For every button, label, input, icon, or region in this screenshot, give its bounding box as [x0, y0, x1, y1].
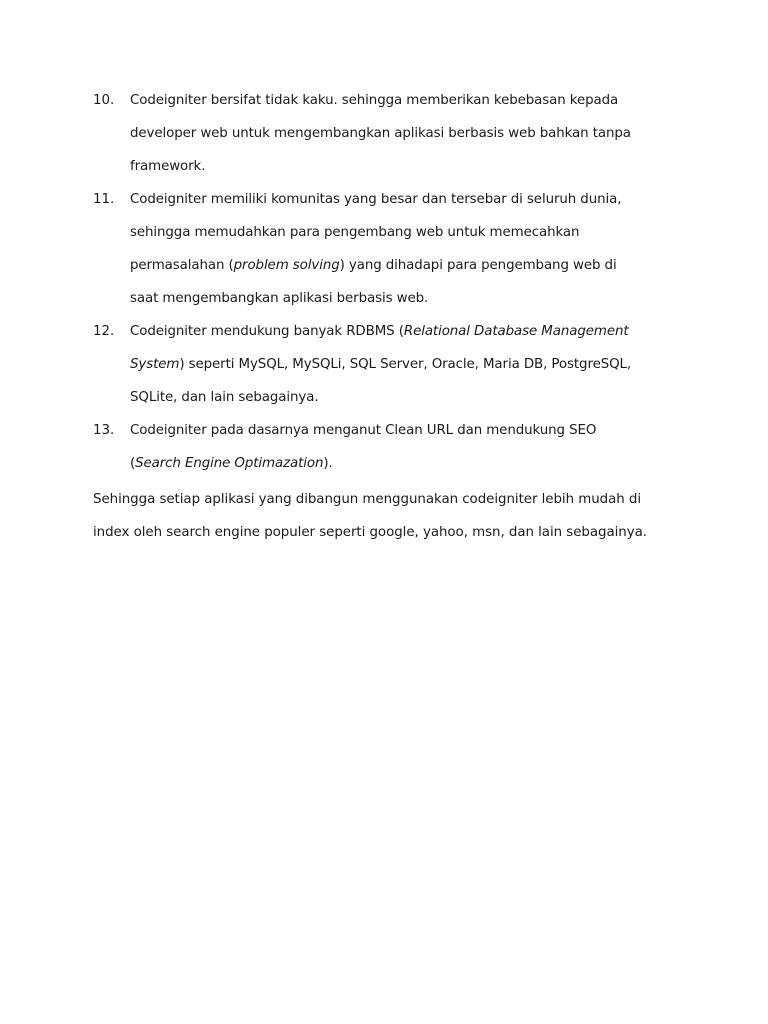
list-item-number: 13.	[93, 423, 115, 438]
list-item-line	[130, 150, 693, 183]
list-item-line	[130, 414, 693, 447]
list-item-line	[130, 315, 693, 348]
list-item-line	[130, 216, 693, 249]
text-segment: Codeigniter mendukung banyak RDBMS (	[130, 324, 404, 339]
list-item-line	[130, 381, 693, 414]
list-item	[93, 183, 693, 315]
text-segment: permasalahan (	[130, 258, 234, 273]
list-item-line	[130, 249, 693, 282]
text-segment: sehingga memudahkan para pengembang web untuk memecahkan	[130, 225, 580, 240]
text-segment: ).	[323, 456, 333, 471]
text-segment: saat mengembangkan aplikasi berbasis web.	[130, 291, 429, 306]
text-segment: ) yang dihadapi para pengembang web di	[339, 258, 617, 273]
closing-paragraph	[93, 483, 693, 549]
text-segment: ) seperti MySQL, MySQLi, SQL Server, Oracle, Maria DB, PostgreSQL,	[179, 357, 632, 372]
list-item-line	[130, 348, 693, 381]
list-item-line	[130, 183, 693, 216]
list-item-line	[130, 447, 693, 480]
list-item-line	[130, 282, 693, 315]
paragraph-line: index oleh search engine populer seperti google, yahoo, msn, dan lain sebagainya.	[93, 525, 647, 540]
numbered-list	[93, 84, 693, 480]
italic-term: problem solving	[233, 258, 340, 273]
list-item	[93, 315, 693, 414]
text-segment: framework.	[130, 159, 206, 174]
list-item-number: 10.	[93, 93, 115, 108]
list-item-line	[130, 84, 693, 117]
text-segment: Codeigniter pada dasarnya menganut Clean URL dan mendukung SEO	[130, 423, 597, 438]
italic-term: Relational Database Management	[403, 324, 629, 339]
text-segment: (	[130, 456, 136, 471]
text-segment: developer web untuk mengembangkan aplikasi berbasis web bahkan tanpa	[130, 126, 631, 141]
list-item-number: 11.	[93, 192, 115, 207]
italic-term: System	[130, 357, 180, 372]
text-segment: Codeigniter bersifat tidak kaku. sehingga memberikan kebebasan kepada	[130, 93, 619, 108]
text-segment: SQLite, dan lain sebagainya.	[130, 390, 319, 405]
paragraph-line: Sehingga setiap aplikasi yang dibangun menggunakan codeigniter lebih mudah di	[93, 492, 642, 507]
list-item	[93, 414, 693, 480]
italic-term: Search Engine Optimazation	[135, 456, 324, 471]
list-item-number: 12.	[93, 324, 115, 339]
list-item	[93, 84, 693, 183]
text-segment: Codeigniter memiliki komunitas yang besar dan tersebar di seluruh dunia,	[130, 192, 622, 207]
list-item-line	[130, 117, 693, 150]
